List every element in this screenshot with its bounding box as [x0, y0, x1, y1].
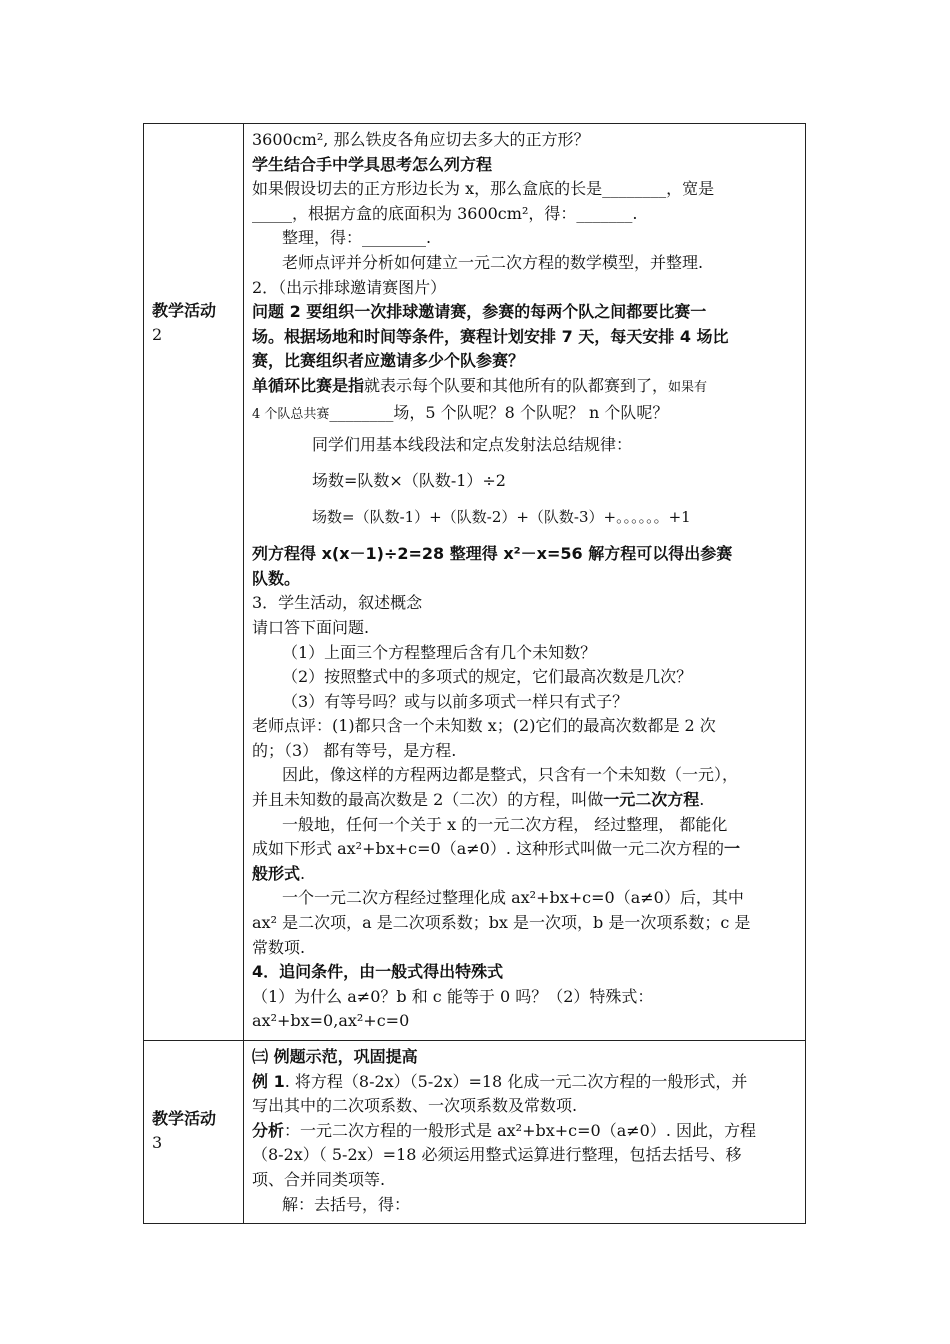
text-line: [252, 374, 797, 401]
text-line: 老师点评并分析如何建立一元二次方程的数学模型，并整理.: [282, 252, 704, 272]
text-line: 学生结合手中学具思考怎么列方程: [252, 154, 493, 174]
text-line: ax²+bx=0,ax²+c=0: [252, 1011, 410, 1031]
text-span: .: [699, 790, 705, 810]
text-line: 3600cm², 那么铁皮各角应切去多大的正方形？: [252, 130, 590, 149]
text-line: 队数。: [252, 568, 301, 588]
text-line: 如果假设切去的正方形边长为 x，那么盒底的长是________，宽是: [252, 179, 715, 199]
term-highlight: 般形式: [252, 863, 301, 883]
text-span: .: [300, 863, 306, 883]
analysis-label: 分析: [252, 1120, 285, 1140]
text-line: 因此，像这样的方程两边都是整式，只含有一个未知数（一元），: [282, 765, 739, 785]
text-span: . 将方程（8-2x）（5-2x）=18 化成一元二次方程的一般形式，并: [284, 1071, 748, 1091]
table-row: [144, 1041, 806, 1224]
row-label: 教学活动: [152, 1109, 217, 1128]
text-line: [252, 837, 797, 862]
text-line: _____，根据方盒的底面积为 3600cm²，得：_______.: [252, 203, 638, 223]
text-line: （2）按照整式中的多项式的规定，它们最高次数是几次？: [282, 667, 693, 687]
text-span: 并且未知数的最高次数是 2（二次）的方程，叫做: [252, 790, 604, 810]
text-line: 问题 2 要组织一次排球邀请赛，参赛的每两个队之间都要比赛一: [252, 302, 707, 322]
text-line: （3）有等号吗？或与以前多项式一样只有式子？: [282, 691, 629, 711]
text-span: 如果有: [668, 379, 708, 395]
text-line: （1）为什么 a≠0？b 和 c 能等于 0 吗？（2）特殊式：: [252, 986, 654, 1006]
formula-line: 场数=（队数-1）+（队数-2）+（队数-3）+。。。。。。+1: [312, 508, 691, 527]
table-row: [144, 124, 806, 1041]
row-label-number: 3: [152, 1133, 163, 1152]
formula-line: 场数=队数×（队数-1）÷2: [312, 471, 506, 491]
text-line: [252, 401, 797, 428]
row-label-cell: [144, 1041, 244, 1224]
text-span: 4 个队总共赛: [252, 406, 330, 422]
text-line: 4．追问条件，由一般式得出特殊式: [252, 962, 504, 982]
text-line: 老师点评：(1)都只含一个未知数 x；(2)它们的最高次数都是 2 次: [252, 716, 716, 736]
term-highlight: 一元二次方程: [603, 790, 700, 810]
term-label: 单循环比赛是指: [252, 375, 365, 395]
text-line: 一个一元二次方程经过整理化成 ax²+bx+c=0（a≠0）后，其中: [282, 888, 744, 908]
text-line: 常数项.: [252, 937, 306, 957]
text-line: [252, 788, 797, 813]
text-span: 就表示每个队要和其他所有的队都赛到了，: [364, 375, 669, 395]
text-line: [252, 862, 797, 887]
text-span: 成如下形式 ax²+bx+c=0（a≠0）. 这种形式叫做一元二次方程的: [252, 839, 724, 859]
section-heading: ㈢ 例题示范，巩固提高: [252, 1047, 418, 1066]
text-line: （8-2x）（ 5-2x）=18 必须运用整式运算进行整理，包括去括号、移: [252, 1145, 742, 1165]
text-line: 场。根据场地和时间等条件，赛程计划安排 7 天，每天安排 4 场比: [252, 326, 729, 346]
term-highlight: 一: [724, 839, 741, 859]
example-label: 例 1: [252, 1071, 285, 1091]
text-line: 3．学生活动，叙述概念: [252, 593, 423, 613]
formula-block: [252, 430, 797, 534]
text-span: ________场，5 个队呢？8 个队呢？ n 个队呢？: [329, 402, 669, 422]
row-content-cell: [244, 124, 806, 1041]
text-line: 一般地，任何一个关于 x 的一元二次方程， 经过整理， 都能化: [282, 814, 728, 834]
text-line: 写出其中的二次项系数、一次项系数及常数项.: [252, 1096, 578, 1116]
text-line: 请口答下面问题.: [252, 617, 370, 637]
text-line: （1）上面三个方程整理后含有几个未知数？: [282, 642, 597, 662]
text-line: 整理，得：________.: [282, 228, 432, 248]
row-content-cell: [244, 1041, 806, 1224]
text-line: 的；（3） 都有等号，是方程.: [252, 740, 457, 760]
text-line: 列方程得 x(x－1)÷2=28 整理得 x²－x=56 解方程可以得出参赛: [252, 544, 733, 564]
text-line: 2．（出示排球邀请赛图片）: [252, 277, 447, 297]
row-label-cell: [144, 124, 244, 1041]
row-label: 教学活动: [152, 301, 217, 320]
text-line: 同学们用基本线段法和定点发射法总结规律：: [312, 435, 633, 455]
text-line: ax² 是二次项，a 是二次项系数；bx 是一次项，b 是一次项系数；c 是: [252, 913, 751, 933]
text-span: ：一元二次方程的一般形式是 ax²+bx+c=0（a≠0）. 因此，方程: [284, 1120, 757, 1140]
lesson-plan-table: [143, 123, 806, 1224]
row-label-number: 2: [152, 325, 163, 344]
text-line: [252, 1119, 797, 1144]
text-line: [252, 1070, 797, 1095]
text-line: 赛，比赛组织者应邀请多少个队参赛？: [252, 351, 525, 371]
text-line: 项、合并同类项等.: [252, 1169, 386, 1189]
text-line: 解：去括号，得：: [282, 1194, 411, 1214]
